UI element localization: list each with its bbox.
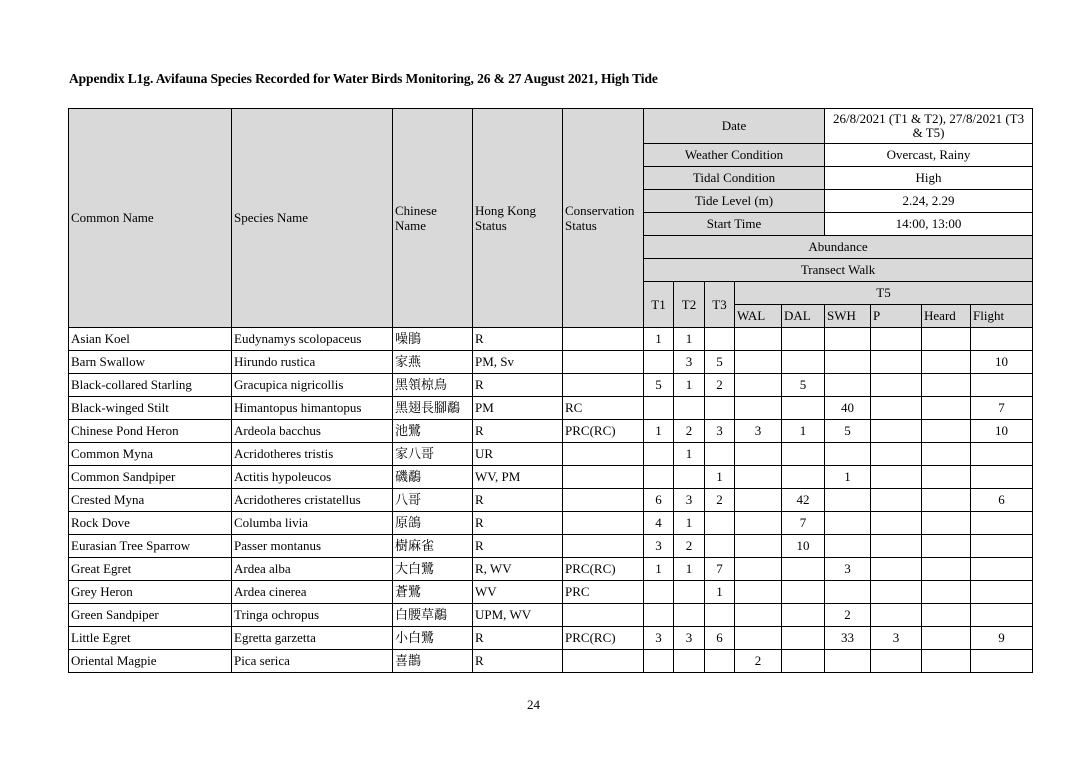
date-value: 26/8/2021 (T1 & T2), 27/8/2021 (T3 & T5) xyxy=(825,109,1033,144)
cell-t2: 3 xyxy=(674,627,705,650)
cell-chinese-name: 蒼鷺 xyxy=(393,581,473,604)
cell-chinese-name: 磯鷸 xyxy=(393,466,473,489)
cell-flight xyxy=(971,374,1033,397)
cell-flight xyxy=(971,466,1033,489)
cell-t2 xyxy=(674,397,705,420)
cell-t2: 1 xyxy=(674,374,705,397)
cell-swh xyxy=(825,581,871,604)
cell-t2: 3 xyxy=(674,351,705,374)
cell-flight xyxy=(971,535,1033,558)
cell-heard xyxy=(922,627,971,650)
cell-flight: 7 xyxy=(971,397,1033,420)
cell-chinese-name: 八哥 xyxy=(393,489,473,512)
cell-t3 xyxy=(705,650,735,673)
cell-common-name: Asian Koel xyxy=(69,328,232,351)
cell-chinese-name: 噪鵑 xyxy=(393,328,473,351)
cell-chinese-name: 大白鷺 xyxy=(393,558,473,581)
cell-swh: 5 xyxy=(825,420,871,443)
cell-p xyxy=(871,535,922,558)
cell-t1: 3 xyxy=(644,627,674,650)
table-row xyxy=(69,581,1033,604)
cell-t1 xyxy=(644,351,674,374)
cell-wal xyxy=(735,466,782,489)
cell-heard xyxy=(922,328,971,351)
cell-wal xyxy=(735,604,782,627)
header-t1: T1 xyxy=(644,282,674,328)
header-tide-level-label: Tide Level (m) xyxy=(644,190,825,213)
cell-species-name: Ardeola bacchus xyxy=(232,420,393,443)
cell-t2: 2 xyxy=(674,535,705,558)
header-tidal-label: Tidal Condition xyxy=(644,167,825,190)
cell-species-name: Actitis hypoleucos xyxy=(232,466,393,489)
table-row xyxy=(69,489,1033,512)
cell-dal xyxy=(782,627,825,650)
cell-t3 xyxy=(705,604,735,627)
cell-swh xyxy=(825,489,871,512)
cell-t1 xyxy=(644,397,674,420)
cell-chinese-name: 家燕 xyxy=(393,351,473,374)
table-row xyxy=(69,351,1033,374)
cell-hk-status: PM xyxy=(473,397,563,420)
cell-t3 xyxy=(705,328,735,351)
cell-dal: 1 xyxy=(782,420,825,443)
cell-conservation-status xyxy=(563,512,644,535)
cell-hk-status: WV xyxy=(473,581,563,604)
cell-chinese-name: 白腰草鷸 xyxy=(393,604,473,627)
header-t2: T2 xyxy=(674,282,705,328)
cell-dal xyxy=(782,650,825,673)
cell-t2: 1 xyxy=(674,443,705,466)
cell-species-name: Eudynamys scolopaceus xyxy=(232,328,393,351)
cell-heard xyxy=(922,489,971,512)
cell-wal: 3 xyxy=(735,420,782,443)
table-row xyxy=(69,420,1033,443)
cell-heard xyxy=(922,581,971,604)
header-start-time-label: Start Time xyxy=(644,213,825,236)
header-heard: Heard xyxy=(922,305,971,328)
cell-t1: 3 xyxy=(644,535,674,558)
cell-common-name: Rock Dove xyxy=(69,512,232,535)
cell-flight: 6 xyxy=(971,489,1033,512)
cell-conservation-status xyxy=(563,535,644,558)
tidal-value: High xyxy=(825,167,1033,190)
cell-conservation-status: PRC(RC) xyxy=(563,627,644,650)
cell-common-name: Common Myna xyxy=(69,443,232,466)
cell-t3: 2 xyxy=(705,489,735,512)
cell-chinese-name: 家八哥 xyxy=(393,443,473,466)
header-swh: SWH xyxy=(825,305,871,328)
cell-conservation-status xyxy=(563,604,644,627)
cell-flight: 9 xyxy=(971,627,1033,650)
cell-wal xyxy=(735,351,782,374)
cell-conservation-status xyxy=(563,443,644,466)
header-conservation-status: Conservation Status xyxy=(563,109,644,328)
cell-wal xyxy=(735,397,782,420)
cell-heard xyxy=(922,466,971,489)
cell-t2 xyxy=(674,581,705,604)
cell-swh xyxy=(825,328,871,351)
cell-hk-status: R xyxy=(473,489,563,512)
cell-wal xyxy=(735,374,782,397)
cell-species-name: Acridotheres cristatellus xyxy=(232,489,393,512)
cell-conservation-status xyxy=(563,489,644,512)
cell-dal xyxy=(782,558,825,581)
cell-hk-status: PM, Sv xyxy=(473,351,563,374)
start-time-value: 14:00, 13:00 xyxy=(825,213,1033,236)
cell-common-name: Black-winged Stilt xyxy=(69,397,232,420)
cell-p xyxy=(871,581,922,604)
table-row xyxy=(69,604,1033,627)
table-row xyxy=(69,328,1033,351)
cell-t1 xyxy=(644,650,674,673)
cell-t2: 3 xyxy=(674,489,705,512)
cell-p xyxy=(871,420,922,443)
cell-swh: 2 xyxy=(825,604,871,627)
cell-common-name: Great Egret xyxy=(69,558,232,581)
header-dal: DAL xyxy=(782,305,825,328)
header-species-name: Species Name xyxy=(232,109,393,328)
cell-t2 xyxy=(674,466,705,489)
cell-hk-status: R xyxy=(473,512,563,535)
cell-wal xyxy=(735,328,782,351)
cell-common-name: Chinese Pond Heron xyxy=(69,420,232,443)
cell-dal: 7 xyxy=(782,512,825,535)
cell-hk-status: UR xyxy=(473,443,563,466)
species-table xyxy=(68,108,1033,673)
cell-chinese-name: 黑領椋鳥 xyxy=(393,374,473,397)
cell-conservation-status: PRC xyxy=(563,581,644,604)
cell-common-name: Little Egret xyxy=(69,627,232,650)
table-row xyxy=(69,466,1033,489)
cell-swh xyxy=(825,374,871,397)
cell-t2 xyxy=(674,604,705,627)
cell-conservation-status xyxy=(563,466,644,489)
cell-t3: 3 xyxy=(705,420,735,443)
cell-t1 xyxy=(644,443,674,466)
cell-p xyxy=(871,604,922,627)
cell-conservation-status: PRC(RC) xyxy=(563,558,644,581)
cell-swh: 40 xyxy=(825,397,871,420)
cell-chinese-name: 原鴿 xyxy=(393,512,473,535)
cell-flight xyxy=(971,328,1033,351)
cell-hk-status: UPM, WV xyxy=(473,604,563,627)
cell-swh: 33 xyxy=(825,627,871,650)
table-row xyxy=(69,374,1033,397)
cell-p xyxy=(871,443,922,466)
cell-species-name: Ardea cinerea xyxy=(232,581,393,604)
cell-wal xyxy=(735,535,782,558)
cell-t3 xyxy=(705,535,735,558)
cell-t3 xyxy=(705,512,735,535)
cell-swh xyxy=(825,650,871,673)
cell-t1: 5 xyxy=(644,374,674,397)
cell-common-name: Grey Heron xyxy=(69,581,232,604)
header-transect-walk: Transect Walk xyxy=(644,259,1033,282)
cell-hk-status: R xyxy=(473,420,563,443)
tide-level-value: 2.24, 2.29 xyxy=(825,190,1033,213)
cell-heard xyxy=(922,443,971,466)
cell-heard xyxy=(922,535,971,558)
cell-heard xyxy=(922,374,971,397)
header-t3: T3 xyxy=(705,282,735,328)
cell-t3 xyxy=(705,397,735,420)
cell-dal xyxy=(782,604,825,627)
cell-t1: 4 xyxy=(644,512,674,535)
cell-wal xyxy=(735,512,782,535)
cell-dal: 10 xyxy=(782,535,825,558)
header-common-name: Common Name xyxy=(69,109,232,328)
cell-swh: 3 xyxy=(825,558,871,581)
cell-hk-status: R, WV xyxy=(473,558,563,581)
cell-flight xyxy=(971,604,1033,627)
cell-t2 xyxy=(674,650,705,673)
cell-flight: 10 xyxy=(971,420,1033,443)
table-row xyxy=(69,443,1033,466)
cell-swh xyxy=(825,512,871,535)
cell-common-name: Green Sandpiper xyxy=(69,604,232,627)
cell-chinese-name: 池鷺 xyxy=(393,420,473,443)
cell-hk-status: R xyxy=(473,627,563,650)
header-wal: WAL xyxy=(735,305,782,328)
cell-dal: 42 xyxy=(782,489,825,512)
table-row xyxy=(69,397,1033,420)
cell-dal xyxy=(782,466,825,489)
cell-p xyxy=(871,351,922,374)
header-flight: Flight xyxy=(971,305,1033,328)
cell-t1 xyxy=(644,604,674,627)
cell-p xyxy=(871,650,922,673)
cell-hk-status: R xyxy=(473,328,563,351)
cell-p xyxy=(871,466,922,489)
cell-species-name: Pica serica xyxy=(232,650,393,673)
cell-species-name: Gracupica nigricollis xyxy=(232,374,393,397)
cell-t2: 1 xyxy=(674,328,705,351)
cell-conservation-status xyxy=(563,351,644,374)
cell-t3: 2 xyxy=(705,374,735,397)
cell-heard xyxy=(922,604,971,627)
cell-wal: 2 xyxy=(735,650,782,673)
cell-species-name: Columba livia xyxy=(232,512,393,535)
header-chinese-name: Chinese Name xyxy=(393,109,473,328)
header-p: P xyxy=(871,305,922,328)
cell-dal xyxy=(782,328,825,351)
cell-conservation-status xyxy=(563,328,644,351)
cell-chinese-name: 小白鷺 xyxy=(393,627,473,650)
cell-t3: 1 xyxy=(705,466,735,489)
cell-species-name: Acridotheres tristis xyxy=(232,443,393,466)
cell-common-name: Oriental Magpie xyxy=(69,650,232,673)
cell-p xyxy=(871,558,922,581)
cell-p xyxy=(871,374,922,397)
header-date-label: Date xyxy=(644,109,825,144)
cell-p: 3 xyxy=(871,627,922,650)
cell-t2: 1 xyxy=(674,558,705,581)
cell-t1: 6 xyxy=(644,489,674,512)
cell-common-name: Black-collared Starling xyxy=(69,374,232,397)
cell-heard xyxy=(922,397,971,420)
cell-chinese-name: 喜鵲 xyxy=(393,650,473,673)
cell-chinese-name: 樹麻雀 xyxy=(393,535,473,558)
header-hk-status: Hong Kong Status xyxy=(473,109,563,328)
cell-hk-status: R xyxy=(473,650,563,673)
cell-dal xyxy=(782,443,825,466)
cell-wal xyxy=(735,558,782,581)
table-row xyxy=(69,535,1033,558)
cell-flight xyxy=(971,558,1033,581)
cell-swh xyxy=(825,443,871,466)
cell-swh xyxy=(825,351,871,374)
cell-hk-status: WV, PM xyxy=(473,466,563,489)
cell-species-name: Ardea alba xyxy=(232,558,393,581)
cell-wal xyxy=(735,581,782,604)
cell-flight xyxy=(971,581,1033,604)
table-row xyxy=(69,650,1033,673)
cell-wal xyxy=(735,443,782,466)
cell-species-name: Himantopus himantopus xyxy=(232,397,393,420)
cell-conservation-status: RC xyxy=(563,397,644,420)
cell-species-name: Tringa ochropus xyxy=(232,604,393,627)
cell-dal xyxy=(782,351,825,374)
cell-common-name: Eurasian Tree Sparrow xyxy=(69,535,232,558)
header-t5: T5 xyxy=(735,282,1033,305)
cell-p xyxy=(871,397,922,420)
cell-heard xyxy=(922,512,971,535)
cell-dal xyxy=(782,397,825,420)
cell-heard xyxy=(922,650,971,673)
cell-flight: 10 xyxy=(971,351,1033,374)
page-number: 24 xyxy=(527,697,540,712)
cell-wal xyxy=(735,489,782,512)
table-row xyxy=(69,558,1033,581)
cell-conservation-status xyxy=(563,650,644,673)
document-title: Appendix L1g. Avifauna Species Recorded for Water Birds Monitoring, 26 & 27 August 2021, High Tide xyxy=(69,71,658,86)
weather-value: Overcast, Rainy xyxy=(825,144,1033,167)
cell-conservation-status: PRC(RC) xyxy=(563,420,644,443)
cell-t3: 7 xyxy=(705,558,735,581)
cell-heard xyxy=(922,558,971,581)
cell-t1: 1 xyxy=(644,328,674,351)
cell-swh: 1 xyxy=(825,466,871,489)
cell-chinese-name: 黑翅長腳鷸 xyxy=(393,397,473,420)
cell-dal xyxy=(782,581,825,604)
cell-species-name: Egretta garzetta xyxy=(232,627,393,650)
cell-p xyxy=(871,489,922,512)
cell-t3 xyxy=(705,443,735,466)
table-row xyxy=(69,512,1033,535)
cell-common-name: Crested Myna xyxy=(69,489,232,512)
cell-species-name: Passer montanus xyxy=(232,535,393,558)
cell-p xyxy=(871,328,922,351)
cell-wal xyxy=(735,627,782,650)
cell-common-name: Common Sandpiper xyxy=(69,466,232,489)
cell-species-name: Hirundo rustica xyxy=(232,351,393,374)
cell-t3: 1 xyxy=(705,581,735,604)
cell-flight xyxy=(971,650,1033,673)
cell-hk-status: R xyxy=(473,535,563,558)
cell-t1: 1 xyxy=(644,558,674,581)
cell-t1: 1 xyxy=(644,420,674,443)
cell-conservation-status xyxy=(563,374,644,397)
cell-flight xyxy=(971,512,1033,535)
cell-t1 xyxy=(644,581,674,604)
header-abundance: Abundance xyxy=(644,236,1033,259)
cell-dal: 5 xyxy=(782,374,825,397)
header-weather-label: Weather Condition xyxy=(644,144,825,167)
cell-p xyxy=(871,512,922,535)
cell-heard xyxy=(922,420,971,443)
cell-heard xyxy=(922,351,971,374)
table-row xyxy=(69,627,1033,650)
cell-hk-status: R xyxy=(473,374,563,397)
cell-flight xyxy=(971,443,1033,466)
cell-t3: 6 xyxy=(705,627,735,650)
cell-common-name: Barn Swallow xyxy=(69,351,232,374)
cell-t2: 2 xyxy=(674,420,705,443)
cell-t2: 1 xyxy=(674,512,705,535)
cell-t3: 5 xyxy=(705,351,735,374)
cell-t1 xyxy=(644,466,674,489)
cell-swh xyxy=(825,535,871,558)
